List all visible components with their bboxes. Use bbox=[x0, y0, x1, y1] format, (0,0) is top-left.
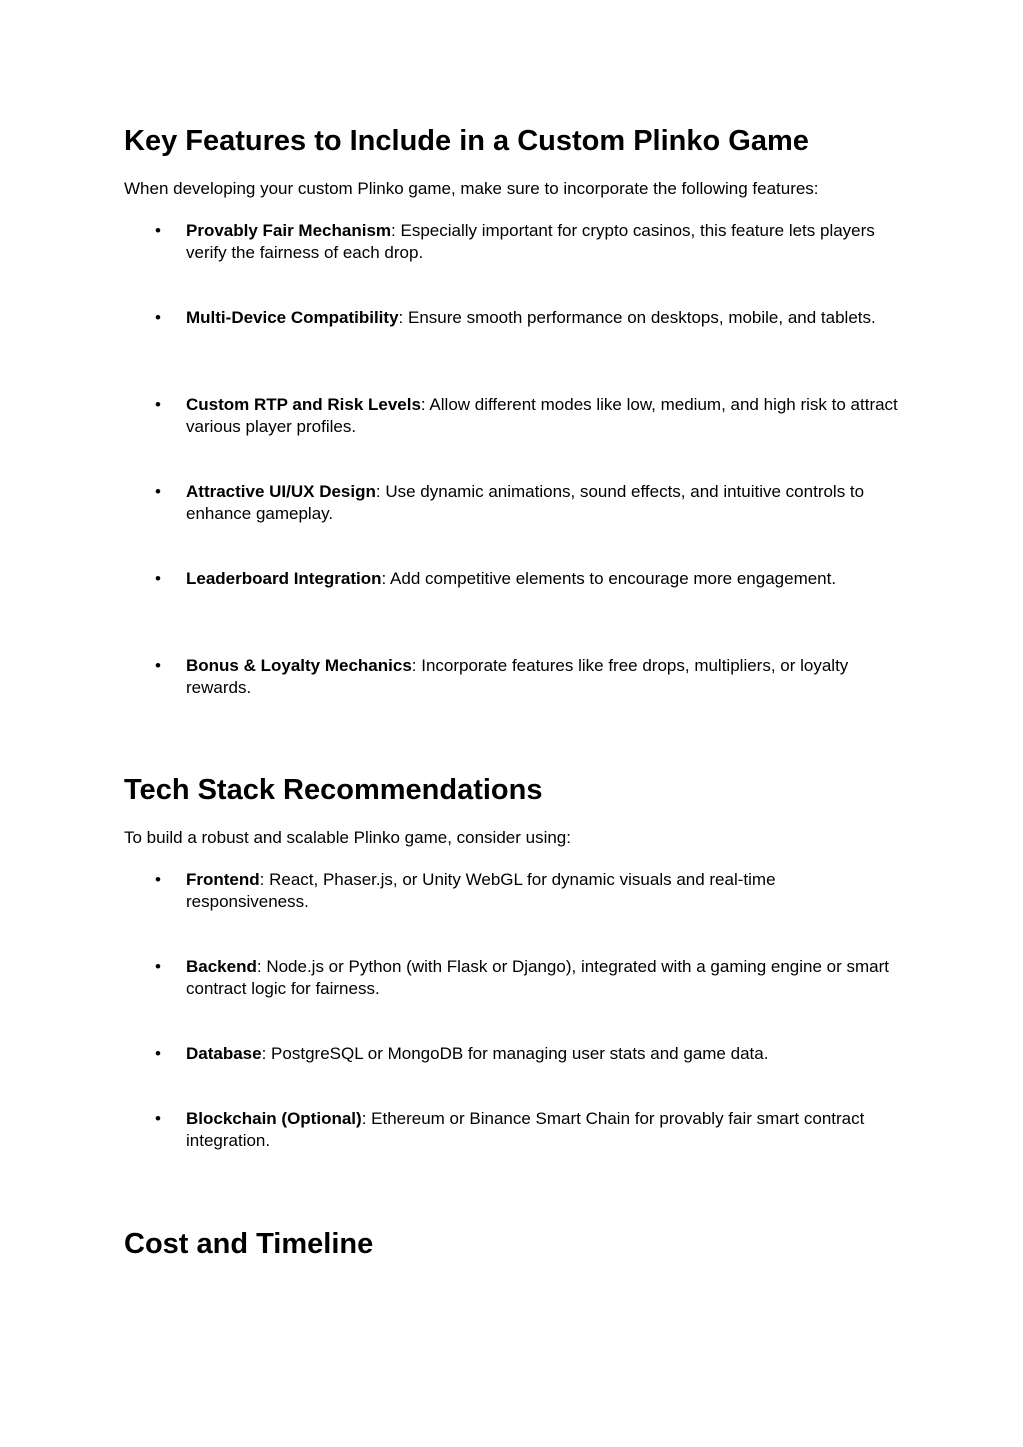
list-item-title: Attractive UI/UX Design bbox=[186, 482, 376, 501]
list-item-description: : React, Phaser.js, or Unity WebGL for dynamic visuals and real-time responsiveness. bbox=[186, 870, 776, 911]
list-item-description: : Node.js or Python (with Flask or Django), integrated with a gaming engine or smart contract logic for fairness. bbox=[186, 957, 890, 998]
list-item-title: Provably Fair Mechanism bbox=[186, 221, 392, 240]
bullet-icon: • bbox=[155, 1109, 161, 1128]
list-item-text bbox=[186, 394, 898, 438]
section-heading-cost-timeline: Cost and Timeline bbox=[124, 1228, 374, 1260]
bullet-icon: • bbox=[155, 482, 161, 501]
bullet-icon: • bbox=[155, 957, 161, 976]
list-item-text bbox=[186, 568, 898, 590]
section-heading-key-features: Key Features to Include in a Custom Plinko Game bbox=[124, 125, 809, 157]
bullet-icon: • bbox=[155, 656, 161, 675]
list-item-text bbox=[186, 220, 898, 264]
bullet-icon: • bbox=[155, 221, 161, 240]
list-item-title: Database bbox=[186, 1044, 262, 1063]
list-item-text bbox=[186, 307, 898, 329]
list-item-description: : Add competitive elements to encourage more engagement. bbox=[381, 569, 837, 588]
bullet-icon: • bbox=[155, 870, 161, 889]
list-item-text bbox=[186, 869, 898, 913]
section-heading-tech-stack: Tech Stack Recommendations bbox=[124, 774, 543, 806]
list-item-title: Frontend bbox=[186, 870, 260, 889]
list-item-title: Multi-Device Compatibility bbox=[186, 308, 399, 327]
list-item-description: : Especially important for crypto casinos, this feature lets players verify the fairness of each drop. bbox=[186, 221, 875, 262]
list-item-description: : Ethereum or Binance Smart Chain for provably fair smart contract integration. bbox=[186, 1109, 865, 1150]
list-item-text bbox=[186, 655, 898, 699]
list-item-title: Bonus & Loyalty Mechanics bbox=[186, 656, 412, 675]
section-intro-key-features: When developing your custom Plinko game, make sure to incorporate the following features: bbox=[124, 179, 819, 198]
list-item-text bbox=[186, 956, 898, 1000]
bullet-icon: • bbox=[155, 395, 161, 414]
list-item-text bbox=[186, 1043, 898, 1065]
list-item-title: Custom RTP and Risk Levels bbox=[186, 395, 421, 414]
list-item-text bbox=[186, 481, 898, 525]
list-item-description: : Use dynamic animations, sound effects, and intuitive controls to enhance gameplay. bbox=[186, 482, 865, 523]
list-item-title: Leaderboard Integration bbox=[186, 569, 382, 588]
section-intro-tech-stack: To build a robust and scalable Plinko game, consider using: bbox=[124, 828, 571, 847]
list-item-description: : PostgreSQL or MongoDB for managing user stats and game data. bbox=[261, 1044, 769, 1063]
list-item-description: : Allow different modes like low, medium, and high risk to attract various player profiles. bbox=[186, 395, 898, 436]
list-item-text bbox=[186, 1108, 898, 1152]
bullet-icon: • bbox=[155, 569, 161, 588]
list-item-description: : Ensure smooth performance on desktops, mobile, and tablets. bbox=[398, 308, 876, 327]
list-item-title: Backend bbox=[186, 957, 257, 976]
bullet-icon: • bbox=[155, 1044, 161, 1063]
list-item-description: : Incorporate features like free drops, multipliers, or loyalty rewards. bbox=[186, 656, 849, 697]
list-item-title: Blockchain (Optional) bbox=[186, 1109, 362, 1128]
bullet-icon: • bbox=[155, 308, 161, 327]
